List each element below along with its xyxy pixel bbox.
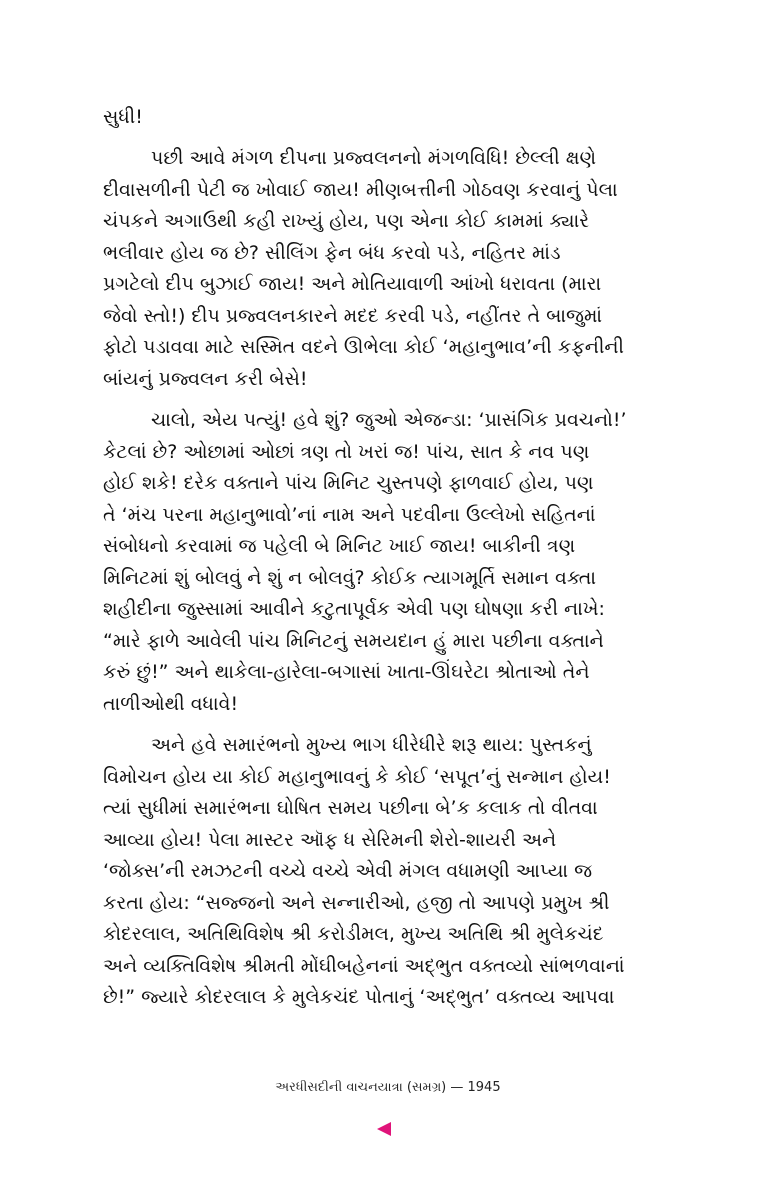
text-line: અને વ્યક્તિવિશેષ શ્રીમતી મોંઘીબહેનનાં અદ્‌ભુત વક્તવ્યો સાંભળવાનાં	[103, 955, 625, 977]
text-line: પછી આવે મંગળ દીપના પ્રજ્વલનનો મંગળવિધિ! છેલ્લી ક્ષણે	[151, 147, 597, 169]
text-line: “મારે ફાળે આવેલી પાંચ મિનિટનું સમયદાન હું મારા પછીના વક્તાને	[103, 630, 604, 652]
text-line: કરું છું!” અને થાકેલા-હારેલા-બગાસાં ખાતા-ઊંઘરેટા શ્રોતાઓ તેને	[103, 661, 590, 683]
text-line: હોઈ શકે! દરેક વક્તાને પાંચ મિનિટ ચુસ્તપણે ફાળવાઈ હોય, પણ	[103, 472, 594, 494]
text-line: સંબોધનો કરવામાં જ પહેલી બે મિનિટ ખાઈ જાય! બાકીની ત્રણ	[103, 535, 576, 557]
text-line: જેવો સ્તો!) દીપ પ્રજ્વલનકારને મદદ કરવી પડે, નહીંતર તે બાજુમાં	[103, 305, 603, 327]
text-line: વિમોચન હોય યા કોઈ મહાનુભાવનું કે કોઈ ‘સપૂત’નું સન્માન હોય!	[103, 766, 611, 788]
text-line: બાંયનું પ્રજ્વલન કરી બેસે!	[103, 368, 308, 390]
text-line: અને હવે સમારંભનો મુખ્ય ભાગ ધીરેધીરે શરૂ થાય: પુસ્તકનું	[151, 734, 592, 756]
text-line: કોદરલાલ, અતિથિવિશેષ શ્રી કરોડીમલ, મુખ્ય અતિથિ શ્રી મુલેકચંદ	[103, 923, 604, 945]
text-line: મિનિટમાં શું બોલવું ને શું ન બોલવું? કોઈક ત્યાગમૂર્તિ સમાન વક્તા	[103, 567, 597, 589]
text-line: કેટલાં છે? ઓછામાં ઓછાં ત્રણ તો ખરાં જ! પાંચ, સાત કે નવ પણ	[103, 441, 590, 463]
text-line: ભલીવાર હોય જ છે? સીલિંગ ફેન બંધ કરવો પડે, નહિતર માંડ	[103, 242, 561, 264]
text-line: તાળીઓથી વધાવે!	[103, 693, 239, 715]
text-line: ચાલો, એય પત્યું! હવે શું? જુઓ એજન્ડા: ‘પ્રાસંગિક પ્રવચનો!’	[151, 409, 627, 431]
text-line: દીવાસળીની પેટી જ ખોવાઈ જાય! મીણબત્તીની ગોઠવણ કરવાનું પેલા	[103, 179, 618, 201]
text-line: ‘જોક્સ’ની રમઝટની વચ્ચે વચ્ચે એવી મંગલ વધામણી આપ્યા જ	[103, 860, 593, 882]
text-line: છે!” જ્યારે કોદરલાલ કે મુલેકચંદ પોતાનું ‘અદ્‌ભુત’ વક્તવ્ય આપવા	[103, 986, 615, 1008]
text-line: પ્રગટેલો દીપ બુઝાઈ જાય! અને મોતિયાવાળી આંખો ધરાવતા (મારા	[103, 273, 602, 295]
text-line: ફોટો પડાવવા માટે સસ્મિત વદને ઊભેલા કોઈ ‘મહાનુભાવ’ની કફનીની	[103, 336, 624, 358]
text-line: શહીદીના જુસ્સામાં આવીને કટુતાપૂર્વક એવી પણ ઘોષણા કરી નાખે:	[103, 598, 605, 620]
text-line: તે ‘મંચ પરના મહાનુભાવો’નાં નામ અને પદવીના ઉલ્લેખો સહિતનાં	[103, 504, 596, 526]
text-line: કરતા હોય: “સજ્જનો અને સન્નારીઓ, હજી તો આપણે પ્રમુખ શ્રી	[103, 892, 610, 914]
text-line: ત્યાં સુધીમાં સમારંભના ઘોષિત સમય પછીના બે’ક કલાક તો વીતવા	[103, 797, 598, 819]
text-line: આવ્યા હોય! પેલા માસ્ટર ઑફ ધ સેરિમની શેરો-શાયરી અને	[103, 829, 557, 851]
triangle-left-icon[interactable]	[377, 1122, 391, 1136]
text-line: ચંપકને અગાઉથી કહી રાખ્યું હોય, પણ એના કોઈ કામમાં ક્યારે	[103, 210, 590, 232]
page-footer: અરધીસદીની વાચનયાત્રા (સમગ્ર) — 1945	[275, 1080, 501, 1095]
text-line: સુધી!	[103, 106, 143, 128]
